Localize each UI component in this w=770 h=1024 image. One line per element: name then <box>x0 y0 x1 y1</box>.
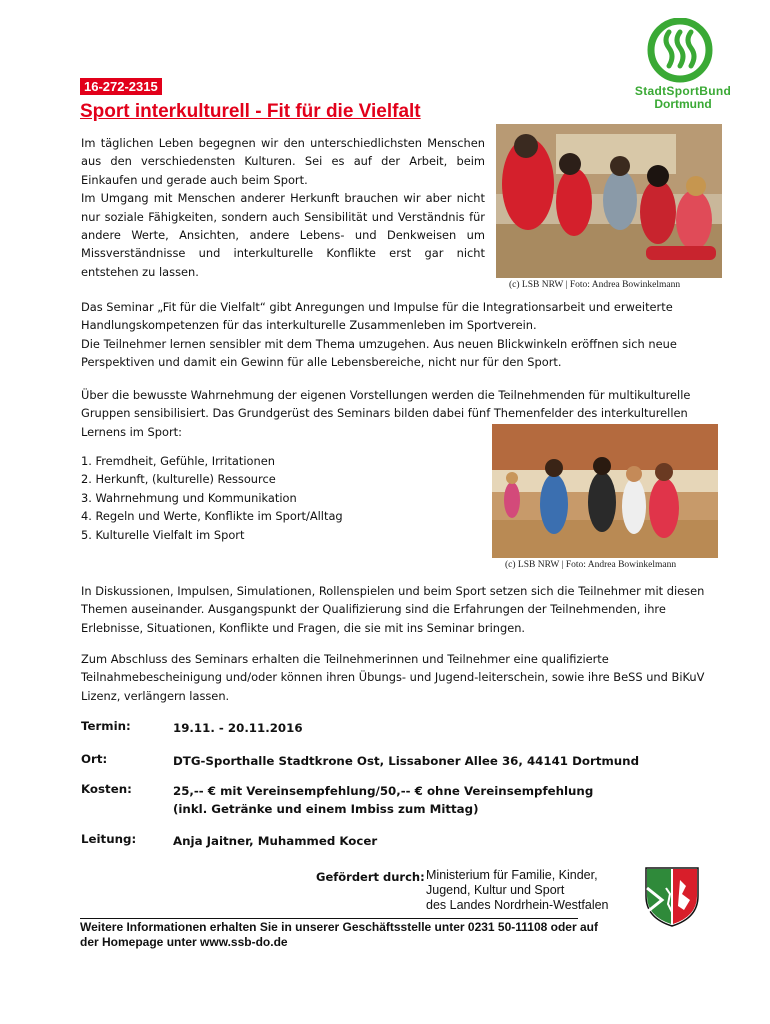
fact-label: Termin: <box>81 719 131 733</box>
fact-value-date: 19.11. - 20.11.2016 <box>173 721 303 735</box>
costs-line-2: (inkl. Getränke und einem Imbiss zum Mittag) <box>173 802 479 816</box>
intro-line: aus den verschiedensten Kulturen. Sei es auf der Arbeit, beim <box>81 154 485 169</box>
list-item: 5. Kulturelle Vielfalt im Sport <box>81 527 245 542</box>
paragraph-line: Zum Abschluss des Seminars erhalten die Teilnehmerinnen und Teilnehmer eine qualifizierte <box>81 652 609 666</box>
page-title: Sport interkulturell - Fit für die Vielfalt <box>80 101 421 122</box>
ministry-line: Jugend, Kultur und Sport <box>426 883 565 897</box>
list-item: 2. Herkunft, (kulturelle) Ressource <box>81 472 276 487</box>
photo-caption: (c) LSB NRW | Foto: Andrea Bowinkelmann <box>509 280 681 290</box>
footer-line: der Homepage unter www.ssb-do.de <box>80 935 288 949</box>
paragraph-line: Themen auseinander. Ausgangspunkt der Qualifizierung sind die Erfahrungen der Teilnehmenden, ihre <box>81 602 666 617</box>
fact-value-location: DTG-Sporthalle Stadtkrone Ost, Lissaboner Allee 36, 44141 Dortmund <box>173 754 640 768</box>
ministry-line: Ministerium für Familie, Kinder, <box>426 868 598 882</box>
fact-value-costs <box>173 782 593 818</box>
intro-line: Im täglichen Leben begegnen wir den unterschiedlichsten Menschen <box>81 136 485 150</box>
footer-contact <box>80 920 650 950</box>
intro-line: andere Werte, Ansichten, andere Lebens- und Denkweisen um <box>81 228 485 243</box>
intro-line: Einkaufen und gerade auch beim Sport. <box>81 172 308 187</box>
photo-caption: (c) LSB NRW | Foto: Andrea Bowinkelmann <box>505 560 677 570</box>
paragraph-line: Gruppen sensibilisiert. Das Grundgerüst des Seminars bilden dabei fünf Themenfelder des interkulturellen <box>81 406 688 421</box>
fact-label: Ort: <box>81 752 108 766</box>
paragraph-line: Lernens im Sport: <box>81 424 182 439</box>
footer-line: Weitere Informationen erhalten Sie in unserer Geschäftsstelle unter 0231 50-11108 oder auf <box>80 920 598 934</box>
certificate-paragraph <box>81 650 731 705</box>
paragraph-line: Über die bewusste Wahrnehmung der eigenen Vorstellungen werden die Teilnehmenden für multikulturelle <box>81 388 691 402</box>
paragraph-line: Das Seminar „Fit für die Vielfalt“ gibt Anregungen und Impulse für die Integrationsarbeit und erweiterte <box>81 300 673 314</box>
list-item: 3. Wahrnehmung und Kommunikation <box>81 490 297 505</box>
fact-label: Kosten: <box>81 782 132 796</box>
methods-paragraph <box>81 582 731 637</box>
funding-label: Gefördert durch: <box>316 870 425 884</box>
paragraph-line: Teilnahmebescheinigung und/oder können ihren Übungs- und Jugend-leiterschein, sowie ihre BeSS und BiKuV <box>81 670 705 685</box>
fact-label: Leitung: <box>81 832 137 846</box>
paragraph-line: Die Teilnehmer lernen sensibler mit dem Thema umzugehen. Aus neuen Blickwinkeln eröffnen sich neue <box>81 336 677 351</box>
footer-divider <box>80 918 578 919</box>
stadtsportbund-logo-icon <box>618 18 748 84</box>
photo-group-sitting <box>496 124 722 278</box>
paragraph-line: In Diskussionen, Impulsen, Simulationen, Rollenspielen und beim Sport setzen sich die Teilnehmer mit diesen <box>81 584 705 598</box>
intro-line: Missverständnisse und interkulturelle Konflikte erst gar nicht <box>81 246 485 261</box>
seminar-description-paragraph <box>81 298 731 372</box>
intro-line: nur soziale Fähigkeiten, sondern auch Sensibilität und Verständnis für <box>81 209 485 224</box>
paragraph-line: Lizenz, verlängern lassen. <box>81 688 230 703</box>
photo-group-gym <box>492 424 718 558</box>
list-item: 4. Regeln und Werte, Konflikte im Sport/Alltag <box>81 509 343 524</box>
logo-text-line2: Dortmund <box>654 97 712 111</box>
costs-line-1: 25,-- € mit Vereinsempfehlung/50,-- € ohne Vereinsempfehlung <box>173 784 594 798</box>
photo-group-sitting-icon <box>496 124 722 278</box>
logo-text-line1: StadtSportBund <box>634 84 732 98</box>
intro-line: entstehen zu lassen. <box>81 264 199 279</box>
ministry-name <box>426 868 609 913</box>
list-item: 1. Fremdheit, Gefühle, Irritationen <box>81 454 275 468</box>
topics-list <box>81 452 343 544</box>
stadtsportbund-logo <box>618 18 748 111</box>
paragraph-line: Perspektiven und damit ein Gewinn für alle Lebensbereiche, nicht nur für den Sport. <box>81 355 562 370</box>
document-code-badge: 16-272-2315 <box>80 78 162 95</box>
photo-group-gym-icon <box>492 424 718 558</box>
nrw-crest-icon <box>644 866 700 928</box>
intro-paragraph <box>81 134 485 281</box>
nrw-crest <box>644 866 700 928</box>
paragraph-line: Erlebnisse, Situationen, Konflikte und Fragen, die sie mit ins Seminar bringen. <box>81 620 526 635</box>
intro-line: Im Umgang mit Menschen anderer Herkunft brauchen wir aber nicht <box>81 191 485 206</box>
ministry-line: des Landes Nordrhein-Westfalen <box>426 898 609 912</box>
paragraph-line: Handlungskompetenzen für das interkulturelle Zusammenleben im Sportverein. <box>81 318 537 333</box>
fact-value-lead: Anja Jaitner, Muhammed Kocer <box>173 834 378 848</box>
